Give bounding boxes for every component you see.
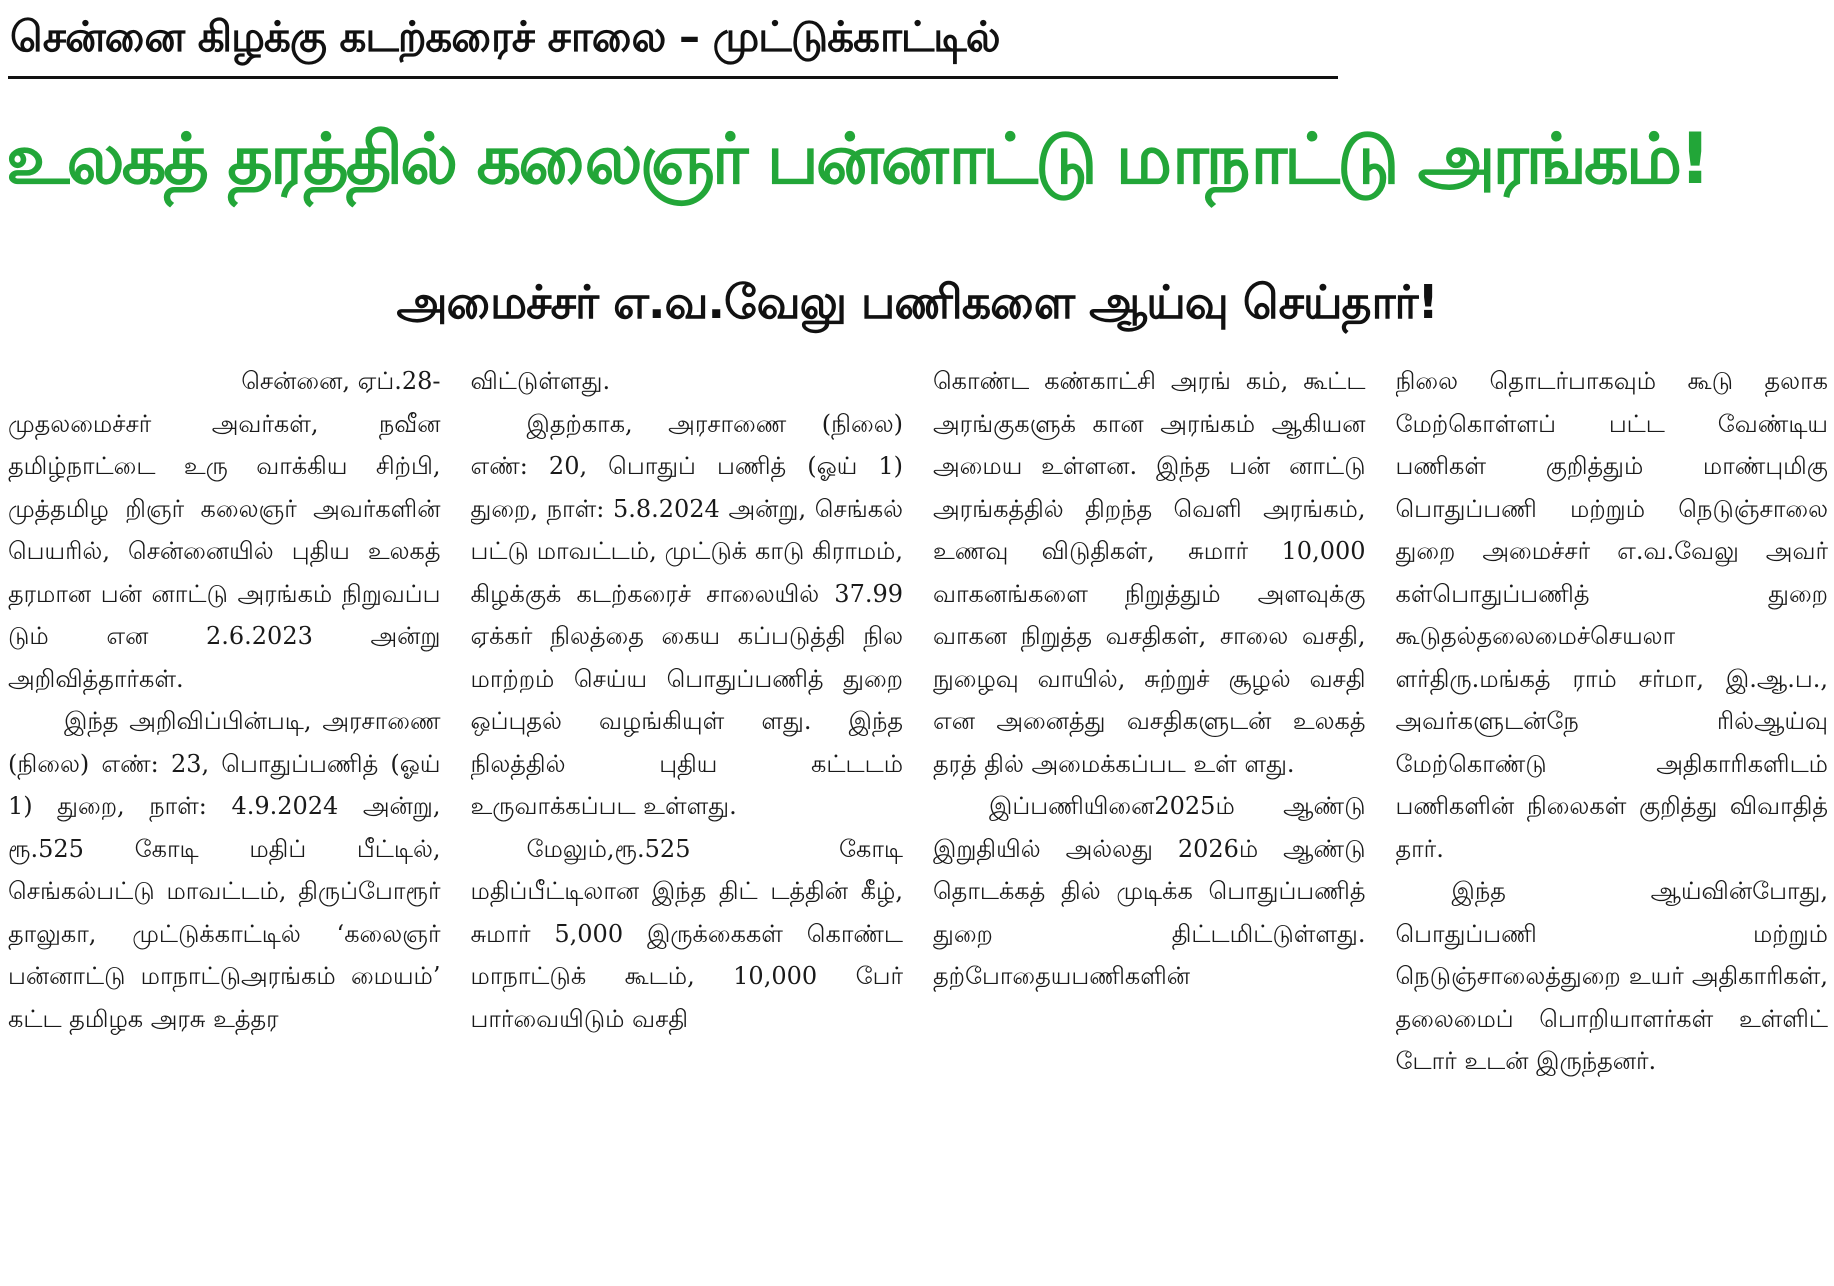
kicker-heading: சென்னை கிழக்கு கடற்கரைச் சாலை – முட்டுக்காட்டில் xyxy=(10,12,1000,61)
sub-headline: அமைச்சர் எ.வ.வேலு பணிகளை ஆய்வு செய்தார்! xyxy=(396,275,1438,329)
paragraph: கொண்ட கண்காட்சி அரங் கம், கூட்ட அரங்குகளுக் கான அரங்கம் ஆகியன அமைய உள்ளன. இந்த பன் னாட்டு அரங்கத்தில் திறந்த வெளி அரங்கம், உணவு விடுதிகள், சுமார் 10,000 வாகனங்களை நிறுத்தும் அளவுக்கு வாகன நிறுத்த வசதிகள், சாலை வசதி, நுழைவு வாயில், சுற்றுச் சூழல் வசதி என அனைத்து வசதிகளுடன் உலகத் தரத் தில் அமைக்கப்பட உள் ளது. xyxy=(933,367,1366,778)
paragraph: இப்பணியினை2025ம் ஆண்டு இறுதியில் அல்லது 2026ம் ஆண்டு தொடக்கத் தில் முடிக்க பொதுப்பணித் துறை திட்டமிட்டுள்ளது. தற்போதையபணிகளின் xyxy=(933,792,1366,990)
paragraph: இதற்காக, அரசாணை (நிலை) எண்: 20, பொதுப் பணித் (ஓய் 1) துறை, நாள்: 5.8.2024 அன்று, செங்கல் பட்டு மாவட்டம், முட்டுக் காடு கிராமம், கிழக்குக் கடற்கரைச் சாலையில் 37.99 ஏக்கர் நிலத்தை கைய கப்படுத்தி நில மாற்றம் செய்ய பொதுப்பணித் துறை ஒப்புதல் வழங்கியுள் ளது. இந்த நிலத்தில் புதிய கட்டடம் உருவாக்கப்பட உள்ளது. xyxy=(470,409,903,820)
main-headline: உலகத் தரத்தில் கலைஞர் பன்னாட்டு மாநாட்டு அரங்கம்! xyxy=(6,118,1709,200)
paragraph: விட்டுள்ளது. xyxy=(470,367,611,395)
article-column-2 xyxy=(471,360,904,1275)
paragraph: இந்த அறிவிப்பின்படி, அரசாணை (நிலை) எண்: 23, பொதுப்பணித் (ஓய் 1) துறை, நாள்: 4.9.2024 அன்று, ரூ.525 கோடி மதிப் பீட்டில், செங்கல்பட்டு மாவட்டம், திருப்போரூர் தாலுகா, முட்டுக்காட்டில் ‘கலைஞர் பன்னாட்டு மாநாட்டுஅரங்கம் மையம்’ கட்ட தமிழக அரசு உத்தர xyxy=(8,707,441,1033)
paragraph: மேலும்,ரூ.525 கோடி மதிப்பீட்டிலான இந்த திட் டத்தின் கீழ், சுமார் 5,000 இருக்கைகள் கொண்ட மாநாட்டுக் கூடம், 10,000 பேர் பார்வையிடும் வசதி xyxy=(470,834,903,1033)
paragraph: நிலை தொடர்பாகவும் கூடு தலாக மேற்கொள்ளப் பட்ட வேண்டிய பணிகள் குறித்தும் மாண்புமிகு பொதுப்பணி மற்றும் நெடுஞ்சாலை துறை அமைச்சர் எ.வ.வேலு அவர் கள்பொதுப்பணித் துறை கூடுதல்தலைமைச்செயலா ளர்திரு.மங்கத் ராம் சர்மா, இ.ஆ.ப., அவர்களுடன்நே ரில்ஆய்வு மேற்கொண்டு அதிகாரிகளிடம் பணிகளின் நிலைகள் குறித்து விவாதித் தார். xyxy=(1395,367,1828,863)
dateline: சென்னை, ஏப்.28- xyxy=(241,367,441,395)
paragraph: முதலமைச்சர் அவர்கள், நவீன தமிழ்நாட்டை உரு வாக்கிய சிற்பி, முத்தமிழ றிஞர் கலைஞர் அவர்களின் பெயரில், சென்னையில் புதிய உலகத் தரமான பன் னாட்டு அரங்கம் நிறுவப்ப டும் என 2.6.2023 அன்று அறிவித்தார்கள். xyxy=(8,409,441,693)
article-column-4 xyxy=(1396,360,1829,1275)
article-column-3 xyxy=(933,360,1366,1275)
article-column-1 xyxy=(8,360,441,1275)
article-body xyxy=(8,360,1828,1275)
paragraph: இந்த ஆய்வின்போது, பொதுப்பணி மற்றும் நெடுஞ்சாலைத்துறை உயர் அதிகாரிகள், தலைமைப் பொறியாளர்கள் உள்ளிட் டோர் உடன் இருந்தனர். xyxy=(1395,877,1828,1075)
kicker-underline xyxy=(8,76,1338,79)
